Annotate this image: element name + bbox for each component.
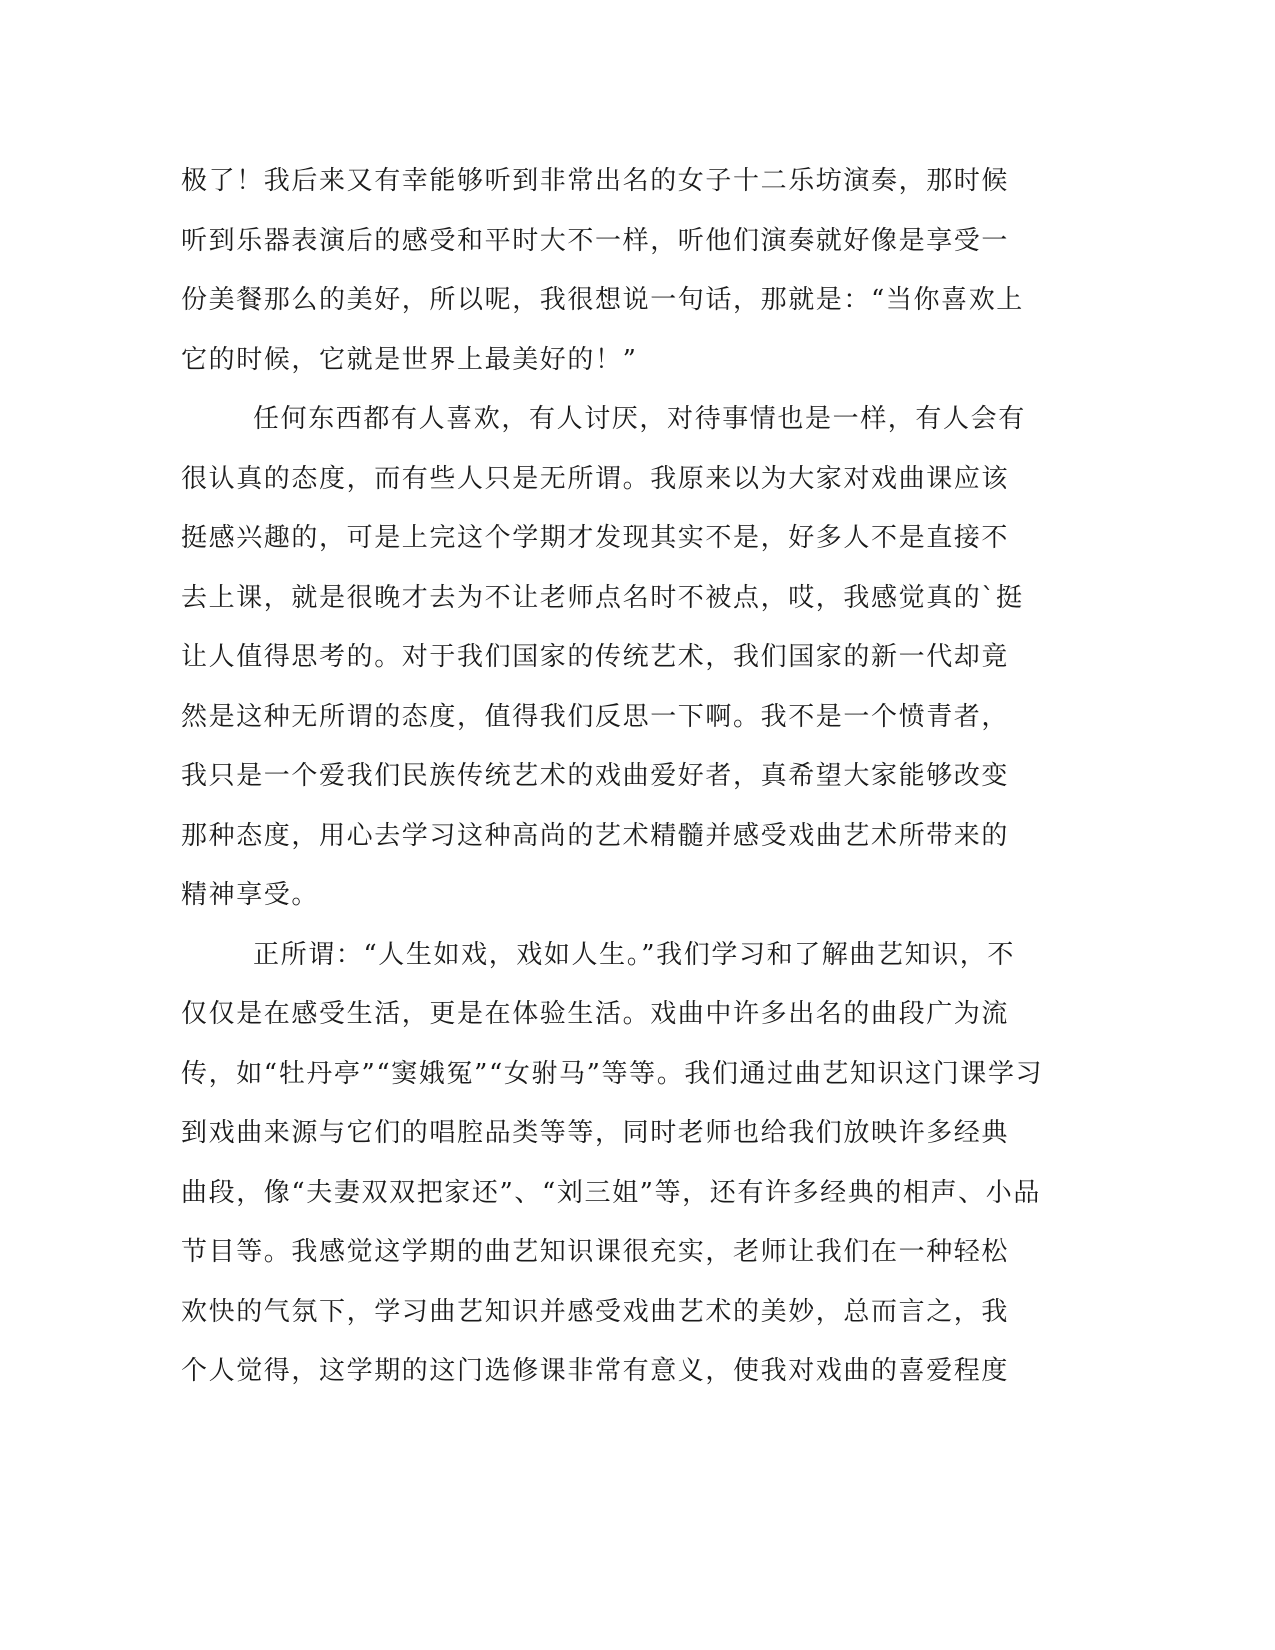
text-line: 仅仅是在感受生活，更是在体验生活。戏曲中许多出名的曲段广为流 <box>181 999 1010 1029</box>
text-line: 很认真的态度，而有些人只是无所谓。我原来以为大家对戏曲课应该 <box>181 463 1010 494</box>
document-body <box>181 160 1061 1410</box>
text-line: 极了！我后来又有幸能够听到非常出名的女子十二乐坊演奏，那时候 <box>181 166 1010 196</box>
text-line: 去上课，就是很晚才去为不让老师点名时不被点，哎，我感觉真的`挺 <box>181 582 1024 613</box>
text-line: 挺感兴趣的，可是上完这个学期才发现其实不是，好多人不是直接不 <box>181 523 1010 553</box>
text-line: 节目等。我感觉这学期的曲艺知识课很充实，老师让我们在一种轻松 <box>181 1237 1010 1267</box>
text-line: 然是这种无所谓的态度，值得我们反思一下啊。我不是一个愤青者， <box>181 701 1010 732</box>
paragraph-1 <box>181 160 1061 398</box>
text-line: 听到乐器表演后的感受和平时大不一样，听他们演奏就好像是享受一 <box>181 225 1010 256</box>
text-line: 个人觉得，这学期的这门选修课非常有意义，使我对戏曲的喜爱程度 <box>181 1356 1010 1386</box>
text-line: 那种态度，用心去学习这种高尚的艺术精髓并感受戏曲艺术所带来的 <box>181 820 1010 851</box>
paragraph-3 <box>181 934 1061 1410</box>
text-line: 传，如“牡丹亭”“窦娥冤”“女驸马”等等。我们通过曲艺知识这门课学习 <box>181 1058 1044 1089</box>
text-line: 欢快的气氛下，学习曲艺知识并感受戏曲艺术的美妙，总而言之，我 <box>181 1296 1010 1327</box>
text-line: 曲段，像“夫妻双双把家还”、“刘三姐”等，还有许多经典的相声、小品 <box>181 1177 1041 1208</box>
paragraph-2 <box>181 398 1061 934</box>
text-line: 到戏曲来源与它们的唱腔品类等等，同时老师也给我们放映许多经典 <box>181 1118 1010 1148</box>
text-line: 份美餐那么的美好，所以呢，我很想说一句话，那就是：“当你喜欢上 <box>181 285 1024 315</box>
text-line: 让人值得思考的。对于我们国家的传统艺术，我们国家的新一代却竟 <box>181 642 1010 672</box>
text-line: 精神享受。 <box>181 880 320 910</box>
text-line: 任何东西都有人喜欢，有人讨厌，对待事情也是一样，有人会有 <box>253 404 1026 434</box>
text-line: 它的时候，它就是世界上最美好的！” <box>181 344 638 375</box>
text-line: 正所谓：“人生如戏，戏如人生。”我们学习和了解曲艺知识，不 <box>253 939 1015 970</box>
text-line: 我只是一个爱我们民族传统艺术的戏曲爱好者，真希望大家能够改变 <box>181 761 1010 791</box>
